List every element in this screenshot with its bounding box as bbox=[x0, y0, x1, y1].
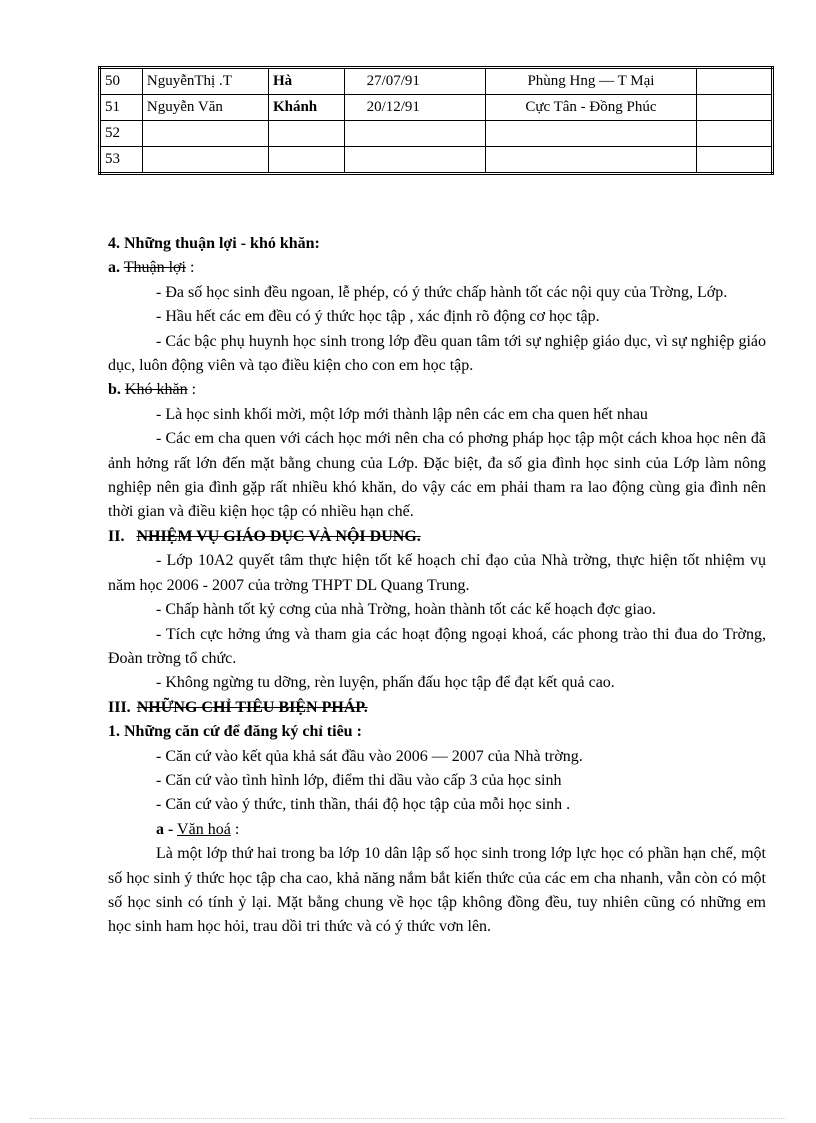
paragraph: - Các em cha quen với cách học mới nên cha có phơng pháp học tập một cách khoa học nên đã ảnh hởng rất lớn đến mặt bằng chung của Lớp. Đặc biệt, đa số gia đình học sinh của Lớp làm nông nghiệp nên gia đình gặp rất nhiều khó khăn, do vậy các em phải tham ra lao động cùng gia đình nên thời gian và điều kiện học tập có nhiều hạn chế. bbox=[108, 430, 766, 521]
paragraph: - Lớp 10A2 quyết tâm thực hiện tốt kế hoạch chỉ đạo của Nhà trờng, thực hiện tốt nhiệm vụ năm học 2006 - 2007 của trờng THPT DL Quang Trung. bbox=[108, 552, 766, 594]
cell-ghichu bbox=[696, 121, 772, 147]
cell-no: 50 bbox=[100, 68, 143, 95]
cell-diachi bbox=[485, 147, 696, 174]
table-row bbox=[100, 147, 773, 174]
table-row bbox=[100, 68, 773, 95]
student-table bbox=[98, 66, 774, 175]
section4-a-heading: a. Thuận lợi : bbox=[108, 259, 195, 277]
paragraph: - Các bậc phụ huynh học sinh trong lớp đều quan tâm tới sự nghiệp giáo dục, vì sự nghiệp giáo dục, luôn động viên và tạo điều kiện cho con em học tập. bbox=[108, 332, 766, 375]
cell-ghichu bbox=[696, 95, 772, 121]
cell-diachi bbox=[485, 121, 696, 147]
table-row bbox=[100, 121, 773, 147]
section4-heading: 4. Những thuận lợi - khó khăn: bbox=[108, 235, 320, 252]
document-body bbox=[108, 232, 766, 940]
section3-heading: III. NHỮNG CHỈ TIÊU BIỆN PHÁP. bbox=[108, 698, 368, 716]
section4-b-heading: b. Khó khăn : bbox=[108, 381, 197, 399]
paragraph: - Không ngừng tu dỡng, rèn luyện, phấn đấu học tập để đạt kết quả cao. bbox=[156, 674, 615, 692]
paragraph: - Căn cứ vào tình hình lớp, điểm thi dầu vào cấp 3 của học sinh bbox=[156, 771, 562, 789]
section3-title: NHỮNG CHỈ TIÊU BIỆN PHÁP. bbox=[136, 698, 368, 716]
section4-a-title: Thuận lợi bbox=[123, 259, 186, 277]
page-edge-divider bbox=[30, 1118, 786, 1119]
table-row bbox=[100, 95, 773, 121]
paragraph: - Là học sinh khối mời, một lớp mới thành lập nên các em cha quen hết nhau bbox=[156, 405, 648, 423]
cell-diachi: Cực Tân - Đồng Phúc bbox=[485, 95, 696, 121]
cell-ho: Nguyễn Văn bbox=[142, 95, 268, 121]
section2-title: NHIỆM VỤ GIÁO DỤC VÀ NỘI DUNG. bbox=[136, 527, 421, 545]
cell-ho bbox=[142, 121, 268, 147]
paragraph: - Tích cực hởng ứng và tham gia các hoạt động ngoại khoá, các phong trào thi đua do Trờng, Đoàn trờng tổ chức. bbox=[108, 625, 766, 667]
paragraph: - Căn cứ vào kết qủa khả sát đầu vào 2006 — 2007 của Nhà trờng. bbox=[156, 747, 583, 765]
cell-ngaysinh: 20/12/91 bbox=[344, 95, 485, 121]
cell-ten: Hà bbox=[268, 68, 344, 95]
cell-no: 51 bbox=[100, 95, 143, 121]
cell-ngaysinh bbox=[344, 147, 485, 174]
cell-ghichu bbox=[696, 68, 772, 95]
section3-a-title: Văn hoá bbox=[177, 820, 231, 838]
paragraph: - Chấp hành tốt kỷ cơng của nhà Trờng, hoàn thành tốt các kế hoạch đợc giao. bbox=[156, 601, 656, 619]
section3-a-heading: a - Văn hoá : bbox=[156, 820, 240, 838]
cell-ho: NguyễnThị .T bbox=[142, 68, 268, 95]
cell-ten: Khánh bbox=[268, 95, 344, 121]
cell-ten bbox=[268, 121, 344, 147]
cell-no: 52 bbox=[100, 121, 143, 147]
section3-sub1-heading: 1. Những căn cứ để đăng ký chỉ tiêu : bbox=[108, 723, 362, 741]
cell-ghichu bbox=[696, 147, 772, 174]
cell-diachi: Phùng Hng — T Mại bbox=[485, 68, 696, 95]
cell-ho bbox=[142, 147, 268, 174]
paragraph: Là một lớp thứ hai trong ba lớp 10 dân lập số học sinh trong lớp lực học có phần hạn chế, một số học sinh ý thức học tập cha cao, khả năng nắm bắt kiến thức của các em cha nhanh, vẫn còn có một số học sinh có tính ỷ lại. Mặt bằng chung về học tập không đồng đều, tuy nhiên cũng có những em học sinh ham học hỏi, trau dồi tri thức và có ý thức vơn lên. bbox=[108, 845, 766, 936]
cell-ngaysinh: 27/07/91 bbox=[344, 68, 485, 95]
cell-no: 53 bbox=[100, 147, 143, 174]
section4-b-title: Khó khăn bbox=[124, 381, 188, 399]
cell-ngaysinh bbox=[344, 121, 485, 147]
paragraph: - Căn cứ vào ý thức, tinh thần, thái độ học tập của mỗi học sinh . bbox=[156, 796, 571, 814]
paragraph: - Đa số học sinh đều ngoan, lễ phép, có ý thức chấp hành tốt các nội quy của Trờng, Lớp. bbox=[156, 283, 728, 301]
paragraph: - Hầu hết các em đều có ý thức học tập , xác định rõ động cơ học tập. bbox=[156, 308, 600, 326]
cell-ten bbox=[268, 147, 344, 174]
section2-heading: II. NHIỆM VỤ GIÁO DỤC VÀ NỘI DUNG. bbox=[108, 527, 421, 545]
